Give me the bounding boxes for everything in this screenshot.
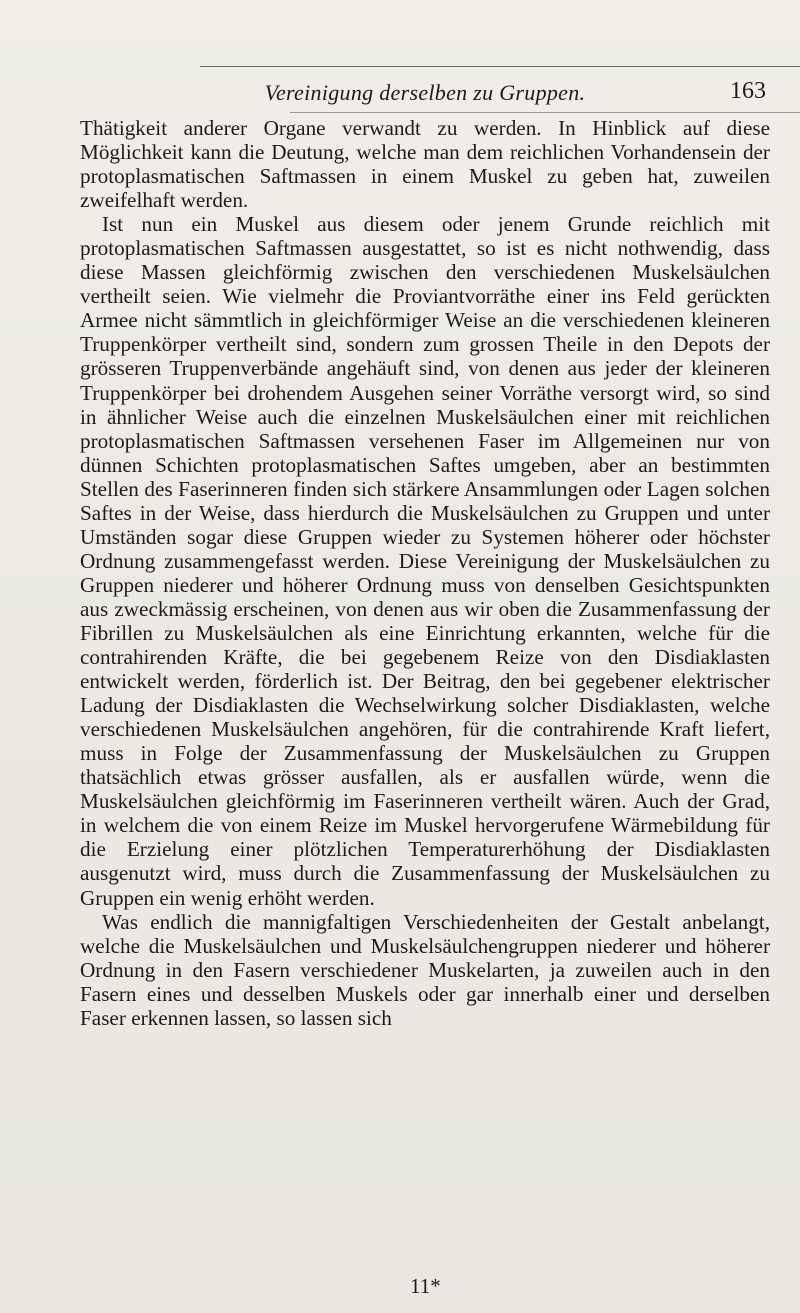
page-number: 163 xyxy=(730,78,766,104)
top-rule xyxy=(200,66,800,67)
header-rule xyxy=(290,112,800,113)
paragraph-2: Ist nun ein Muskel aus diesem oder jenem Grunde reichlich mit protoplasmatischen Saftmassen ausgestattet, so ist es nicht nothwendig, dass diese Massen gleichförmig zwischen den verschiedenen Muskelsäulchen vertheilt seien. Wie vielmehr die Proviantvorräthe einer ins Feld gerückten Armee nicht sämmtlich in gleichförmiger Weise an die verschiedenen kleineren Truppenkörper vertheilt sind, sondern zum grossen Theile in den Depots der grösseren Truppenverbände angehäuft sind, von denen aus jeder der kleineren Truppenkörper bei drohendem Ausgehen seiner Vorräthe versorgt wird, so sind in ähnlicher Weise auch die einzelnen Muskelsäulchen einer mit reichlichen protoplasmatischen Saftmassen versehenen Faser im Allgemeinen nur von dünnen Schichten protoplasmatischen Saftes umgeben, aber an bestimmten Stellen des Faserinneren finden sich stärkere Ansammlungen oder Lagen solchen Saftes in der Weise, dass hierdurch die Muskelsäulchen zu Gruppen und unter Umständen sogar diese Gruppen wieder zu Systemen höherer oder höchster Ordnung zusammengefasst werden. Diese Vereinigung der Muskelsäulchen zu Gruppen niederer und höherer Ordnung muss von denselben Gesichtspunkten aus zweckmässig erscheinen, von denen aus wir oben die Zusammenfassung der Fibrillen zu Muskelsäulchen als eine Einrichtung erkannten, welche für die contrahirenden Kräfte, die bei gegebenem Reize von den Disdiaklasten entwickelt werden, förderlich ist. Der Beitrag, den bei gegebener elektrischer Ladung der Disdiaklasten die Wechselwirkung solcher Disdiaklasten, welche verschiedenen Muskelsäulchen angehören, für die contrahirende Kraft liefert, muss in Folge der Zusammenfassung der Muskelsäulchen zu Gruppen thatsächlich etwas grösser ausfallen, als er ausfallen würde, wenn die Muskelsäulchen gleichförmig im Faserinneren vertheilt wären. Auch der Grad, in welchem die von einem Reize im Muskel hervorgerufene Wärmebildung für die Erzielung einer plötzlichen Temperaturerhöhung der Disdiaklasten ausgenutzt wird, muss durch die Zusammenfassung der Muskelsäulchen zu Gruppen ein wenig erhöht werden. xyxy=(80,212,770,910)
body-text xyxy=(80,116,770,1030)
paragraph-3: Was endlich die mannigfaltigen Verschiedenheiten der Gestalt anbelangt, welche die Muskelsäulchen und Muskelsäulchengruppen niederer und höherer Ordnung in den Fasern verschiedener Muskelarten, ja zuweilen auch in den Fasern eines und desselben Muskels oder gar innerhalb einer und derselben Faser erkennen lassen, so lassen sich xyxy=(80,909,770,1030)
paragraph-1: Thätigkeit anderer Organe verwandt zu werden. In Hinblick auf diese Möglichkeit kann die Deutung, welche man dem reichlichen Vorhandensein der protoplasmatischen Saftmassen in einem Muskel zu geben hat, zuweilen zweifelhaft werden. xyxy=(80,116,770,213)
running-head xyxy=(80,74,770,110)
running-title: Vereinigung derselben zu Gruppen. xyxy=(264,80,586,105)
signature-mark: 11* xyxy=(410,1274,441,1298)
